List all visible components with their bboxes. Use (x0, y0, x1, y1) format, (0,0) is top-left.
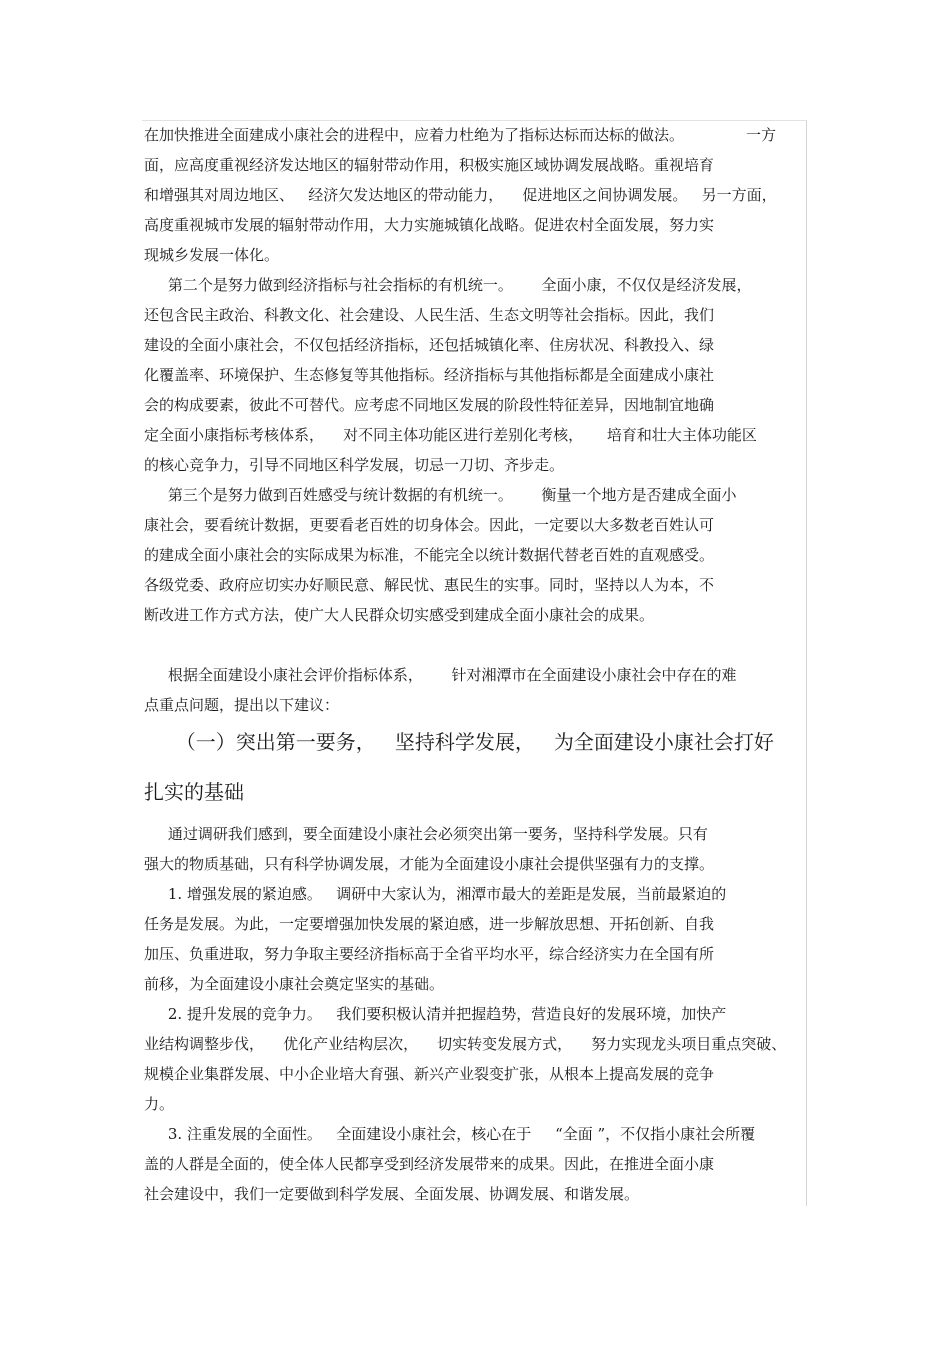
text-line: 力。 (144, 1095, 175, 1113)
text-line: 盖的人群是全面的，使全体人民都享受到经济发展带来的成果。因此，在推进全面小康 (144, 1155, 715, 1173)
text-line: 在加快推进全面建成小康社会的进程中，应着力杜绝为了指标达标而达标的做法。 一方 (144, 126, 776, 144)
text-line: 根据全面建设小康社会评价指标体系， 针对湘潭市在全面建设小康社会中存在的难 (144, 666, 737, 684)
text-line: 规模企业集群发展、中小企业培大育强、新兴产业裂变扩张，从根本上提高发展的竞争 (144, 1065, 715, 1083)
section-heading: （一）突出第一要务， 坚持科学发展， 为全面建设小康社会打好 (144, 730, 774, 754)
text-line: 高度重视城市发展的辐射带动作用，大力实施城镇化战略。促进农村全面发展，努力实 (144, 216, 715, 234)
text-line: 化覆盖率、环境保护、生态修复等其他指标。经济指标与其他指标都是全面建成小康社 (144, 366, 715, 384)
text-line: 点重点问题，提出以下建议： (144, 696, 340, 714)
text-line: 还包含民主政治、科教文化、社会建设、人民生活、生态文明等社会指标。因此，我们 (144, 306, 715, 324)
text-line: 业结构调整步伐， 优化产业结构层次， 切实转变发展方式， 努力实现龙头项目重点突破、 (144, 1035, 787, 1053)
text-line: 第三个是努力做到百姓感受与统计数据的有机统一。 衡量一个地方是否建成全面小 (144, 486, 737, 504)
text-line: 定全面小康指标考核体系， 对不同主体功能区进行差别化考核， 培育和壮大主体功能区 (144, 426, 757, 444)
text-line: 建设的全面小康社会，不仅包括经济指标，还包括城镇化率、住房状况、科教投入、绿 (144, 336, 715, 354)
text-line: 的核心竞争力，引导不同地区科学发展，切忌一刀切、齐步走。 (144, 456, 565, 474)
text-line: 康社会，要看统计数据，更要看老百姓的切身体会。因此，一定要以大多数老百姓认可 (144, 516, 715, 534)
text-line: 会的构成要素，彼此不可替代。应考虑不同地区发展的阶段性特征差异，因地制宜地确 (144, 396, 715, 414)
text-line: 现城乡发展一体化。 (144, 246, 280, 264)
text-line: 第二个是努力做到经济指标与社会指标的有机统一。 全面小康，不仅仅是经济发展， (144, 276, 752, 294)
text-line: 1. 增强发展的紧迫感。 调研中大家认为，湘潭市最大的差距是发展，当前最紧迫的 (144, 885, 727, 903)
text-line: 的建成全面小康社会的实际成果为标准，不能完全以统计数据代替老百姓的直观感受。 (144, 546, 715, 564)
text-line: 加压、负重进取，努力争取主要经济指标高于全省平均水平，综合经济实力在全国有所 (144, 945, 715, 963)
section-heading: 扎实的基础 (144, 780, 244, 804)
text-line: 任务是发展。为此，一定要增强加快发展的紧迫感，进一步解放思想、开拓创新、自我 (144, 915, 715, 933)
text-line: 断改进工作方式方法，使广大人民群众切实感受到建成全面小康社会的成果。 (144, 606, 655, 624)
text-line: 和增强其对周边地区、 经济欠发达地区的带动能力， 促进地区之间协调发展。 另一方面， (144, 186, 777, 204)
text-line: 3. 注重发展的全面性。 全面建设小康社会，核心在于 “全面 ”，不仅指小康社会所覆 (144, 1125, 756, 1143)
text-line: 面，应高度重视经济发达地区的辐射带动作用，积极实施区域协调发展战略。重视培育 (144, 156, 715, 174)
text-line: 各级党委、政府应切实办好顺民意、解民忧、惠民生的实事。同时，坚持以人为本，不 (144, 576, 715, 594)
text-line: 强大的物质基础，只有科学协调发展，才能为全面建设小康社会提供坚强有力的支撑。 (144, 855, 715, 873)
text-line: 前移，为全面建设小康社会奠定坚实的基础。 (144, 975, 445, 993)
text-line: 社会建设中，我们一定要做到科学发展、全面发展、协调发展、和谐发展。 (144, 1185, 640, 1203)
text-line: 通过调研我们感到，要全面建设小康社会必须突出第一要务，坚持科学发展。只有 (144, 825, 708, 843)
text-line: 2. 提升发展的竞争力。 我们要积极认清并把握趋势，营造良好的发展环境，加快产 (144, 1005, 727, 1023)
